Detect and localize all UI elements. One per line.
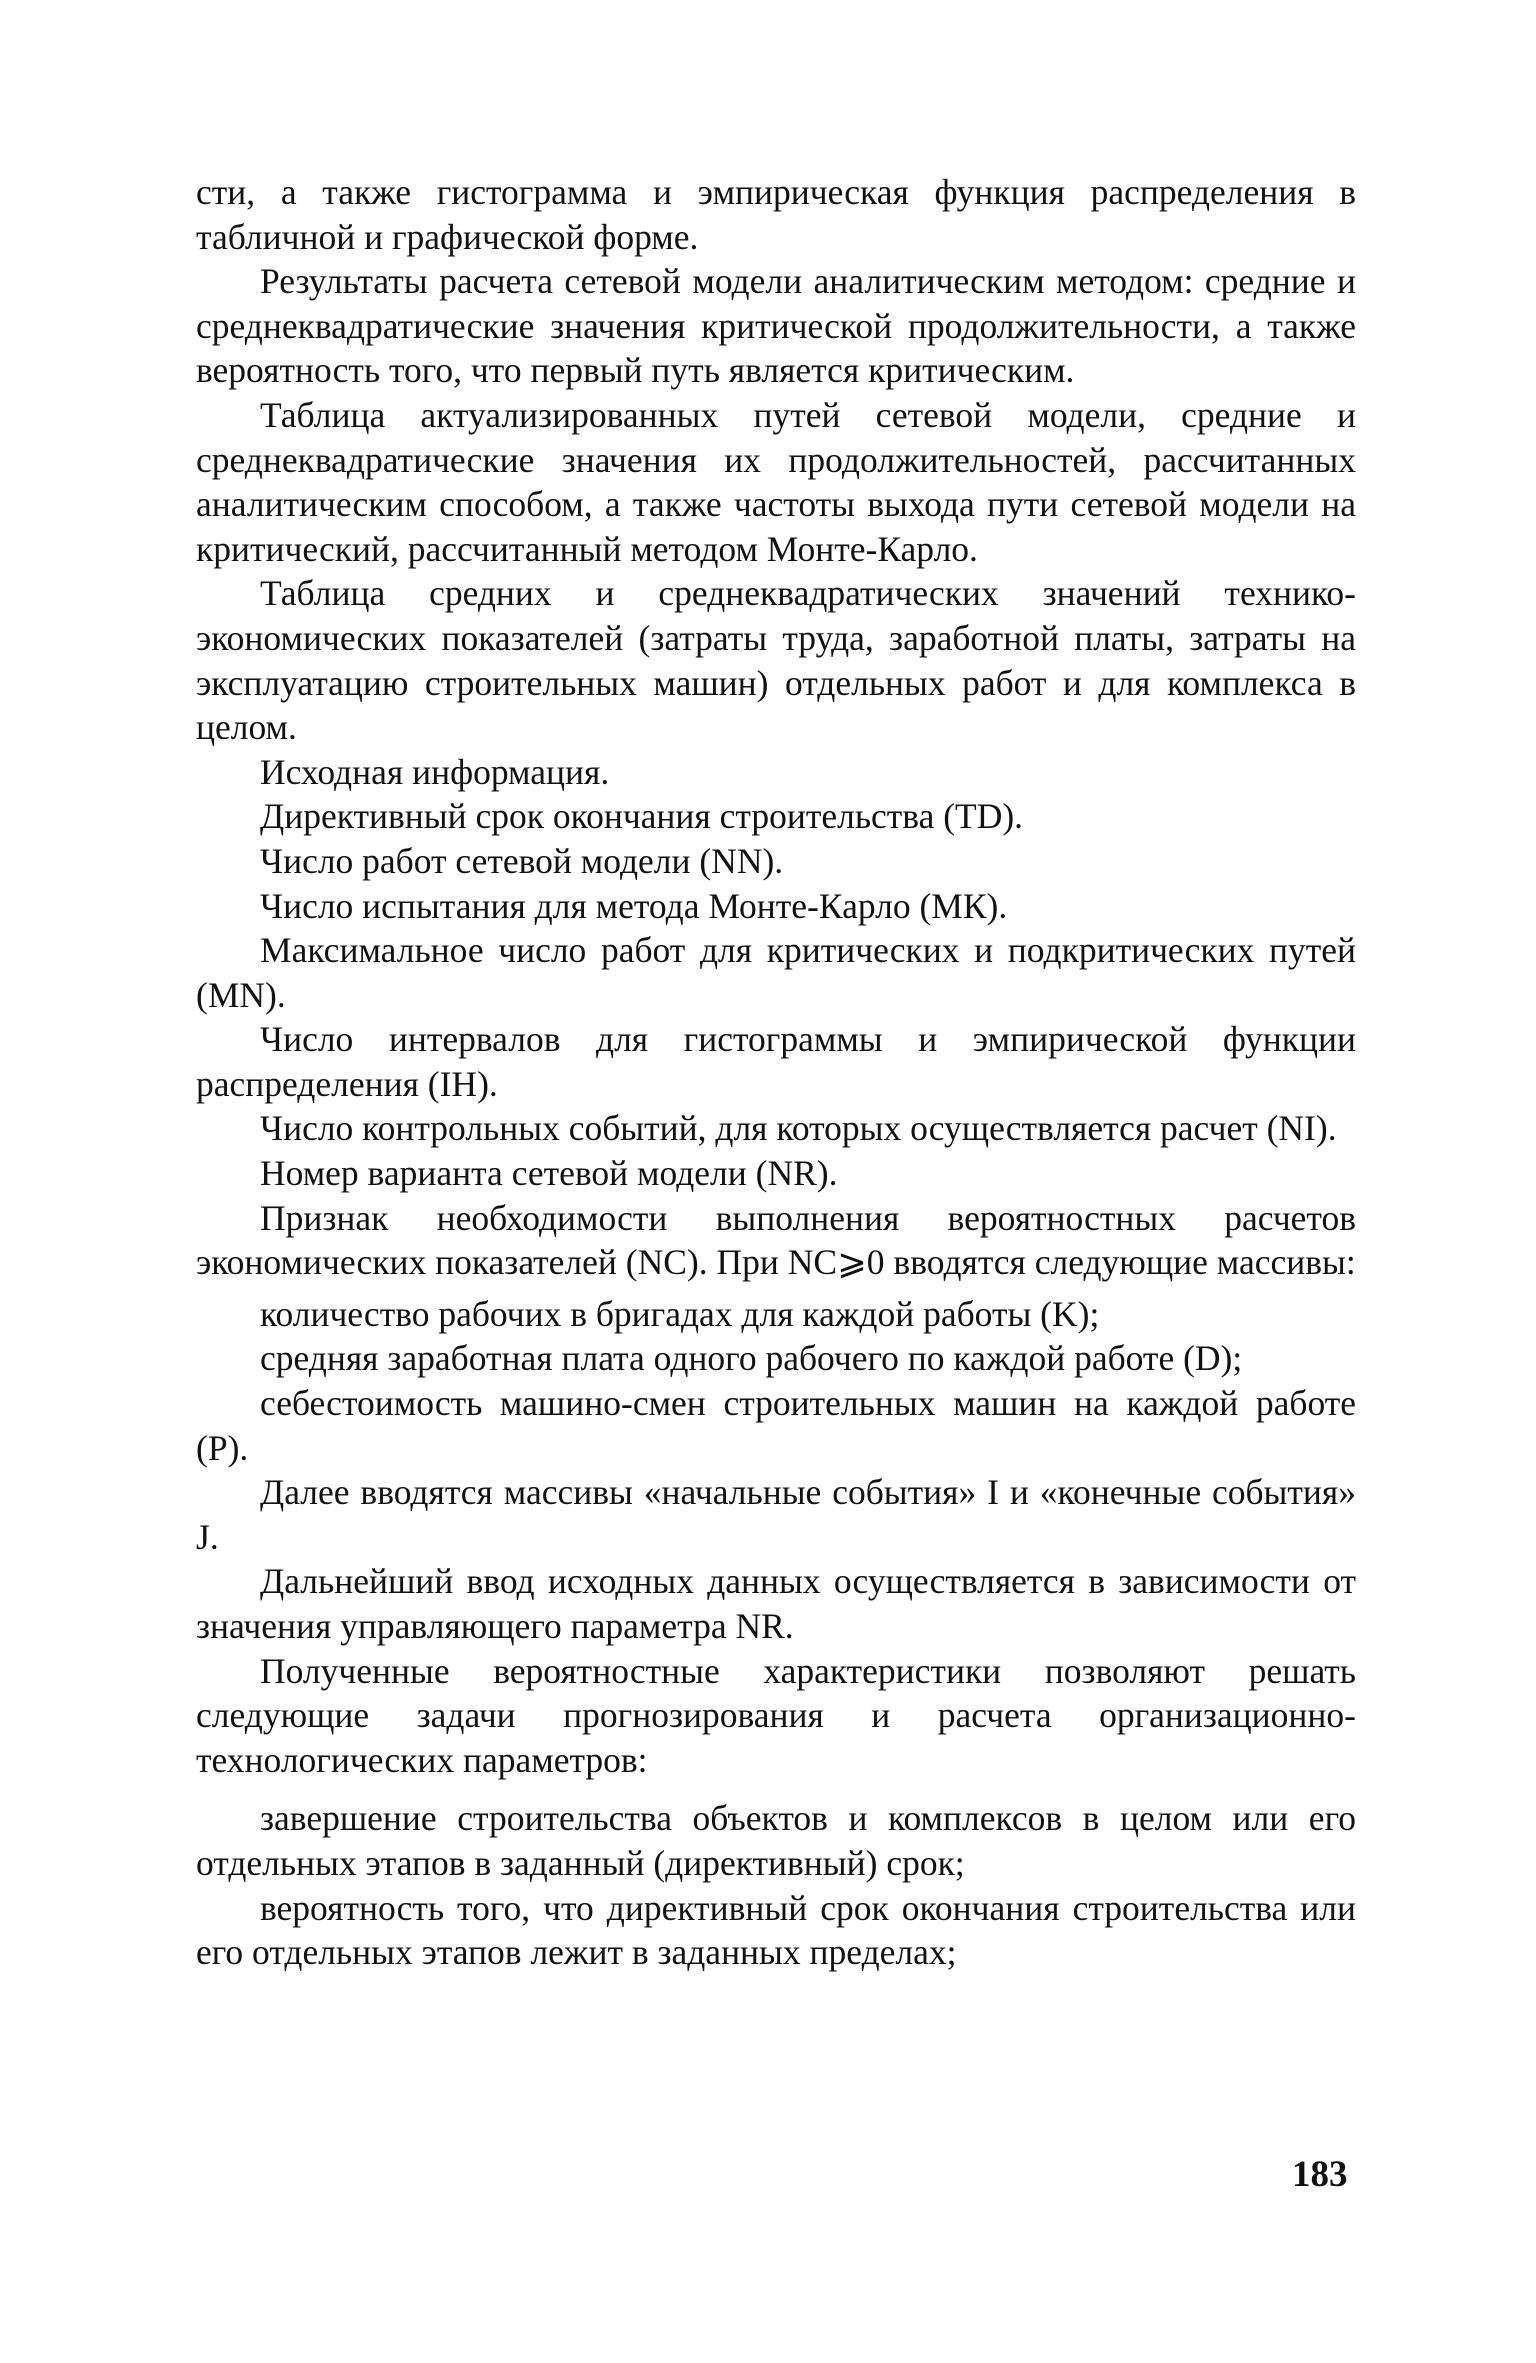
page-body xyxy=(196,170,1356,1975)
paragraph-paths-table: Таблица актуализированных путей сетевой модели, средние и среднеквадратические значения их продолжительностей, рассчитанных аналитическим способом, а также частоты выхода пути сетевой модели на критический, рассчитанный методом Монте-Карло. xyxy=(196,394,1356,569)
paragraph-continuation: сти, а также гистограмма и эмпирическая функция распределения в табличной и графической форме. xyxy=(196,172,1356,257)
item-td: Директивный срок окончания строительства (TD). xyxy=(260,796,1024,837)
item-nn: Число работ сетевой модели (NN). xyxy=(260,840,784,881)
array-p: себестоимость машино-смен строительных машин на каждой работе (P). xyxy=(196,1383,1356,1468)
paragraph-tasks-intro: Полученные вероятностные характеристики позволяют решать следующие задачи прогнозирования и расчета организационно-технологических параметров: xyxy=(196,1650,1356,1780)
paragraph-economic-table: Таблица средних и среднеквадратических значений технико-экономических показателей (затраты труда, заработной платы, затраты на эксплуатацию строительных машин) отдельных работ и для комплекса в целом. xyxy=(196,573,1356,748)
paragraph-events-arrays: Далее вводятся массивы «начальные события» I и «конечные события» J. xyxy=(196,1472,1356,1557)
array-d: средняя заработная плата одного рабочего по каждой работе (D); xyxy=(260,1338,1243,1379)
task-completion: завершение строительства объектов и комплексов в целом или его отдельных этапов в заданный (директивный) срок; xyxy=(196,1798,1356,1883)
heading-input-info: Исходная информация. xyxy=(260,751,610,792)
paragraph-further-input: Дальнейший ввод исходных данных осуществляется в зависимости от значения управляющего параметра NR. xyxy=(196,1561,1356,1646)
item-ni: Число контрольных событий, для которых осуществляется расчет (NI). xyxy=(260,1108,1337,1149)
item-nr: Номер варианта сетевой модели (NR). xyxy=(260,1153,838,1194)
item-mk: Число испытания для метода Монте-Карло (МК). xyxy=(260,885,1008,926)
paragraph-analytic-results: Результаты расчета сетевой модели аналитическим методом: средние и среднеквадратические значения критической продолжительности, а также вероятность того, что первый путь является критическим. xyxy=(196,261,1356,391)
task-probability: вероятность того, что директивный срок окончания строительства или его отдельных этапов лежит в заданных пределах; xyxy=(196,1887,1356,1973)
item-mn: Максимальное число работ для критических и подкритических путей (MN). xyxy=(196,930,1356,1015)
item-ih: Число интервалов для гистограммы и эмпирической функции распределения (IH). xyxy=(196,1019,1356,1104)
page-number: 183 xyxy=(1292,2154,1348,2195)
item-nc: Признак необходимости выполнения вероятностных расчетов экономических показателей (NC). При NC⩾0 вводятся следующие массивы: xyxy=(196,1197,1356,1283)
array-k: количество рабочих в бригадах для каждой работы (K); xyxy=(260,1293,1100,1334)
